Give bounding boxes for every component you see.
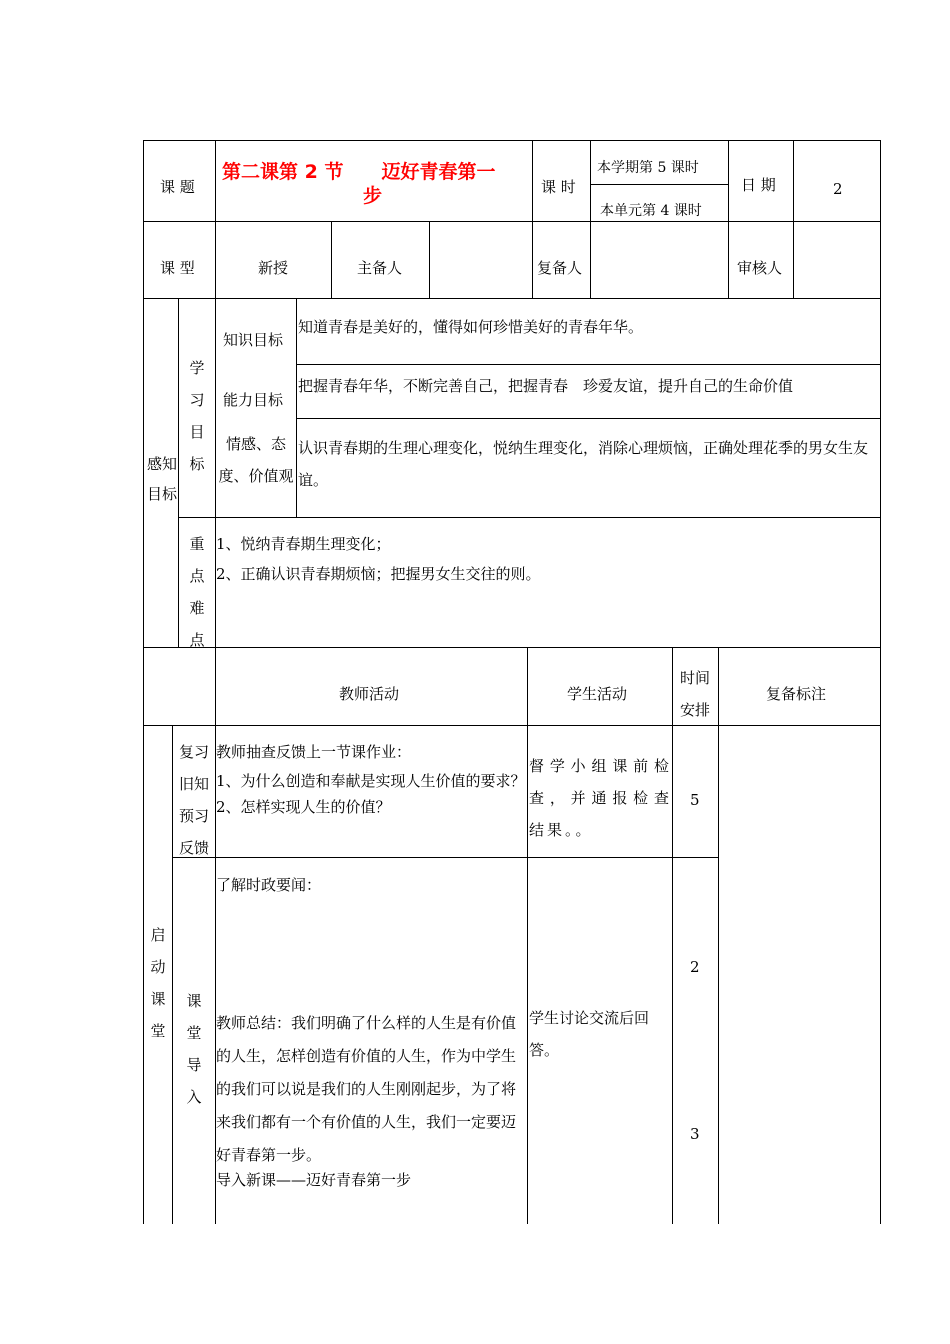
table-border <box>527 647 528 1224</box>
table-border <box>143 725 881 726</box>
review-teacher-line1: 教师抽查反馈上一节课作业： <box>216 743 412 761</box>
table-border <box>590 184 728 185</box>
auditor-label: 审核人 <box>737 259 783 277</box>
table-border <box>143 140 144 1224</box>
review-time: 5 <box>690 791 700 809</box>
table-border <box>178 298 179 648</box>
knowledge-goal-text: 知道青春是美好的，懂得如何珍惜美好的青春年华。 <box>298 318 644 336</box>
table-border <box>172 725 173 1224</box>
table-border <box>793 221 794 299</box>
table-border <box>728 140 729 222</box>
table-border <box>296 364 881 365</box>
table-border <box>178 517 881 518</box>
intro-newlesson: 导入新课——迈好青春第一步 <box>216 1171 412 1189</box>
topic-title-line2: 步 <box>363 185 383 207</box>
date-label: 日 期 <box>741 176 776 194</box>
intro-label: 课堂导入 <box>186 992 202 1106</box>
keypoint-2: 2、正确认识青春期烦恼；把握男女生交往的则。 <box>216 565 541 583</box>
emotion-goal-label: 情感、态度、价值观 <box>218 435 294 485</box>
start-section-label: 启动课堂 <box>150 926 166 1040</box>
review-teacher-line3: 2、怎样实现人生的价值？ <box>216 798 391 816</box>
time-header: 时间安排 <box>679 669 710 719</box>
knowledge-goal-label: 知识目标 <box>223 331 284 349</box>
table-border <box>215 140 216 222</box>
ability-goal-text: 把握青春年华，不断完善自己，把握青春 珍爱友谊，提升自己的生命价值 <box>298 377 794 395</box>
table-border <box>590 221 591 299</box>
intro-news: 了解时政要闻： <box>216 876 322 894</box>
table-border <box>331 221 332 299</box>
table-border <box>532 140 533 222</box>
table-border <box>143 221 881 222</box>
learning-goals-label: 学习目标 <box>189 359 205 473</box>
intro-student-activity: 学生讨论交流后回答。 <box>529 1009 650 1059</box>
table-border <box>215 298 216 518</box>
table-border <box>590 140 591 222</box>
type-value: 新授 <box>258 259 289 277</box>
table-border <box>143 647 881 648</box>
topic-label: 课 题 <box>160 178 195 196</box>
goals-group-label: 感知目标 <box>146 455 177 503</box>
review-student-activity: 督学小组课前检查，并通报检查结果。。 <box>529 757 672 839</box>
type-label: 课 型 <box>160 259 195 277</box>
table-border <box>143 140 881 141</box>
table-border <box>532 221 533 299</box>
table-border <box>728 221 729 299</box>
review-label: 复习旧知预习反馈 <box>178 743 209 857</box>
table-border <box>793 140 794 222</box>
topic-title-line1: 第二课第 2 节 迈好青春第一 <box>222 161 496 183</box>
table-border <box>429 221 430 299</box>
keypoint-1: 1、悦纳青春期生理变化； <box>216 535 391 553</box>
table-border <box>672 647 673 1224</box>
intro-summary: 教师总结：我们明确了什么样的人生是有价值的人生，怎样创造有价值的人生，作为中学生的我们可以说是我们的人生刚刚起步，为了将来我们都有一个有价值的人生，我们一定要迈好青春第一步。 <box>216 1014 517 1164</box>
notes-header: 复备标注 <box>766 685 827 703</box>
period-unit: 本单元第 4 课时 <box>600 203 702 219</box>
preparer-label: 主备人 <box>357 259 403 277</box>
topic-title <box>222 160 528 208</box>
review-teacher-activity <box>216 736 526 820</box>
period-semester: 本学期第 5 课时 <box>597 160 699 176</box>
date-value: 2 <box>833 180 843 198</box>
period-label: 课 时 <box>541 178 576 196</box>
ability-goal-label: 能力目标 <box>223 391 284 409</box>
reviewer-label: 复备人 <box>537 259 583 277</box>
table-border <box>880 140 881 1224</box>
review-teacher-line2: 1、为什么创造和奉献是实现人生价值的要求？ <box>216 772 526 790</box>
table-border <box>296 418 881 419</box>
teacher-activity-header: 教师活动 <box>339 685 400 703</box>
keypoints-label: 重点难点 <box>189 535 205 649</box>
table-border <box>215 221 216 299</box>
table-border <box>215 647 216 726</box>
table-border <box>143 298 881 299</box>
table-border <box>172 857 718 858</box>
student-activity-header: 学生活动 <box>567 685 628 703</box>
table-border <box>718 647 719 1224</box>
intro-time-2: 3 <box>690 1125 700 1143</box>
intro-time-1: 2 <box>690 958 700 976</box>
emotion-goal-text: 认识青春期的生理心理变化，悦纳生理变化，消除心理烦恼，正确处理花季的男女生友谊。 <box>298 439 869 489</box>
table-border <box>296 298 297 518</box>
